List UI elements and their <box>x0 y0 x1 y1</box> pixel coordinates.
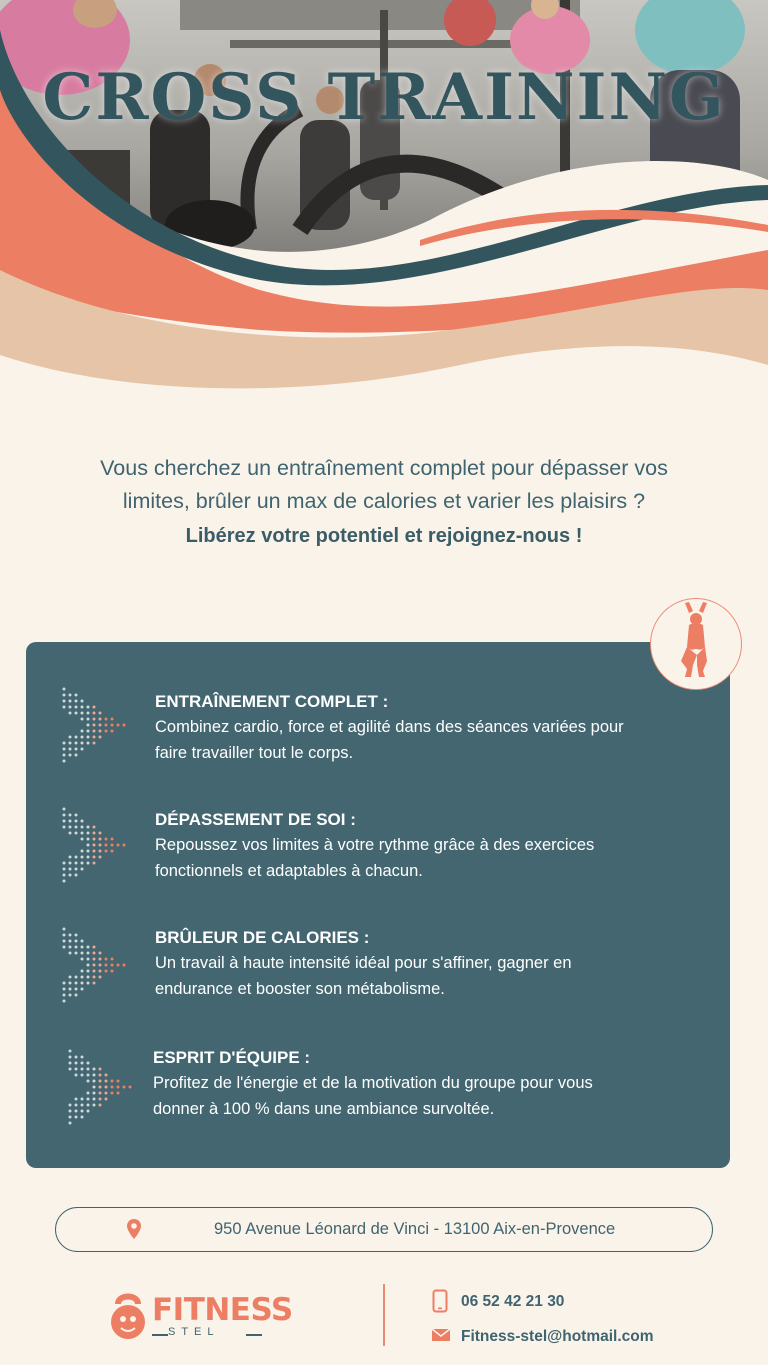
feature-item <box>26 806 730 906</box>
feature-item <box>26 926 730 1026</box>
brand-subtitle: STEL <box>168 1326 220 1338</box>
hero-title: CROSS TRAINING <box>42 60 726 135</box>
phone-icon <box>432 1289 448 1313</box>
intro-line-2: limites, brûler un max de calories et varier les plaisirs ? <box>122 489 646 513</box>
feature-description-line: Profitez de l'énergie et de la motivation du groupe pour vous <box>153 1074 593 1092</box>
brand-name: FITNESS <box>152 1292 293 1328</box>
feature-description-line: donner à 100 % dans une ambiance survoltée. <box>153 1100 495 1118</box>
chevron-right-icon <box>60 926 128 1004</box>
feature-description-line: faire travailler tout le corps. <box>155 744 354 762</box>
feature-description <box>155 832 715 884</box>
athlete-badge <box>650 598 742 690</box>
feature-title: ENTRAÎNEMENT COMPLET : <box>155 692 389 711</box>
email-address: Fitness-stel@hotmail.com <box>461 1328 654 1345</box>
address-bar[interactable] <box>55 1207 713 1252</box>
feature-description <box>155 714 715 766</box>
feature-title: DÉPASSEMENT DE SOI : <box>155 810 356 829</box>
feature-title: ESPRIT D'ÉQUIPE : <box>153 1048 311 1067</box>
feature-description-line: fonctionnels et adaptables à chacun. <box>155 862 423 880</box>
athlete-icon <box>651 599 743 691</box>
feature-description-line: Repoussez vos limites à votre rythme grâce à des exercices <box>155 836 595 854</box>
location-pin-icon <box>126 1218 142 1240</box>
features-panel <box>26 642 730 1168</box>
feature-title: BRÛLEUR DE CALORIES : <box>155 928 370 947</box>
feature-item <box>26 686 730 786</box>
feature-description-line: endurance et booster son métabolisme. <box>155 980 445 998</box>
chevron-right-icon <box>60 806 128 884</box>
feature-description-line: Un travail à haute intensité idéal pour s'affiner, gagner en <box>155 954 572 972</box>
address-text: 950 Avenue Léonard de Vinci - 13100 Aix-en-Provence <box>214 1220 616 1238</box>
kettlebell-icon <box>108 1290 148 1342</box>
intro-cta: Libérez votre potentiel et rejoignez-nous ! <box>185 525 583 547</box>
intro-text <box>30 452 738 553</box>
feature-description <box>155 950 715 1002</box>
phone-contact[interactable] <box>432 1289 565 1318</box>
email-contact[interactable] <box>432 1328 654 1347</box>
feature-description-line: Combinez cardio, force et agilité dans des séances variées pour <box>155 718 624 736</box>
chevron-right-icon <box>60 686 128 764</box>
feature-item <box>26 1048 730 1148</box>
brand-logo <box>108 1290 293 1344</box>
feature-description <box>153 1070 713 1122</box>
chevron-right-icon <box>66 1048 134 1126</box>
brand-sub-line <box>246 1334 262 1336</box>
intro-line-1: Vous cherchez un entraînement complet pour dépasser vos <box>100 456 668 480</box>
footer-divider <box>383 1284 385 1346</box>
phone-number: 06 52 42 21 30 <box>461 1293 565 1310</box>
hero-banner <box>0 0 768 420</box>
envelope-icon <box>432 1328 450 1342</box>
brand-sub-line <box>152 1334 168 1336</box>
